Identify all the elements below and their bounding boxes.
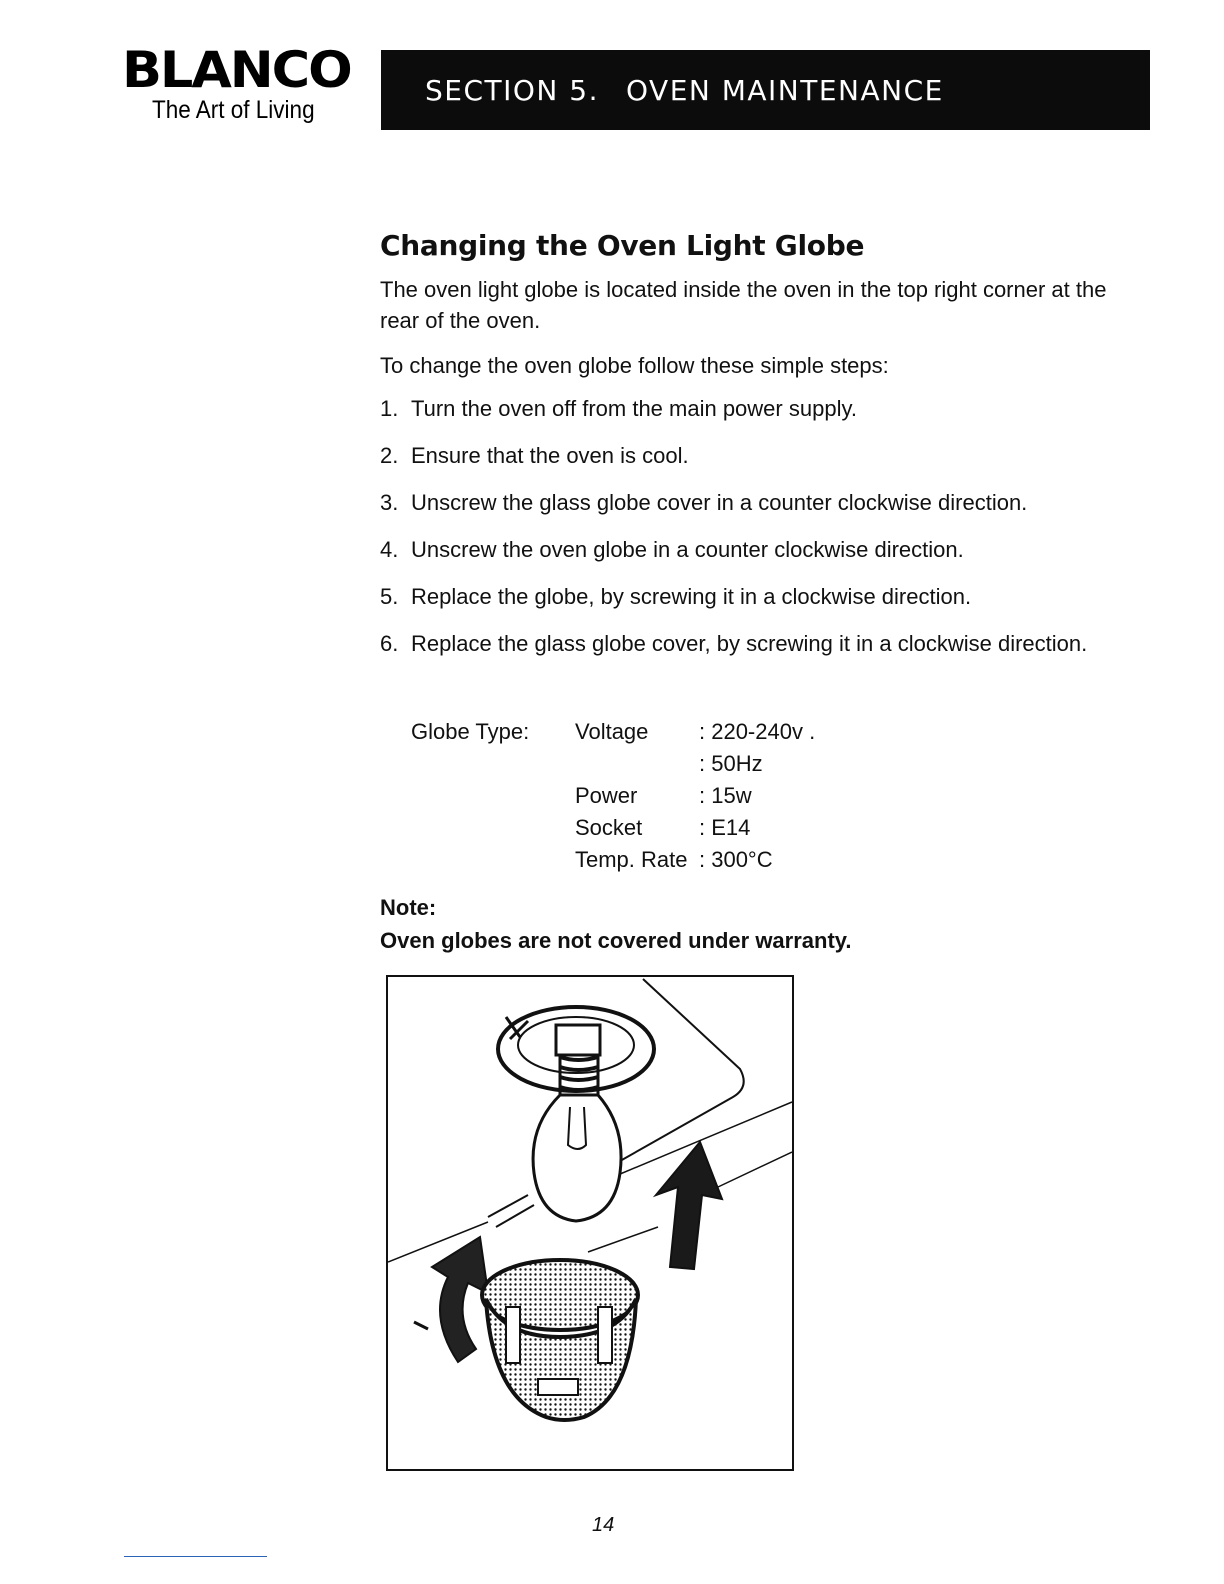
step-number: 5. [380,584,399,609]
spec-value: : E14 [699,815,751,840]
step-item [380,534,1140,565]
step-item [380,628,1140,659]
spec-row [575,748,763,780]
brand-tagline: The Art of Living [152,96,315,124]
bulb-motion-marks [488,1195,534,1227]
warranty-note [380,891,852,957]
globe-cover-slot [538,1379,578,1395]
step-number: 6. [380,631,399,656]
brand-name: BLANCO [122,41,351,99]
step-number: 1. [380,396,399,421]
spec-value: : 300°C [699,847,773,872]
globe-cover-slot [506,1307,520,1363]
oven-panel-edge [718,1152,792,1187]
oven-panel-edge [588,1227,658,1252]
globe-cover-slot [598,1307,612,1363]
step-text: Ensure that the oven is cool. [411,443,689,468]
step-text: Turn the oven off from the main power supply. [411,396,857,421]
rotate-arrow [432,1237,488,1362]
spec-row [575,780,752,812]
section-number: SECTION 5. [425,74,599,107]
section-header-bar [381,50,1150,130]
globe-type-label: Globe Type: [411,719,530,744]
oven-globe-illustration [386,975,794,1471]
intro-paragraph: The oven light globe is located inside the oven in the top right corner at the rear of the oven. [380,277,1107,333]
step-text: Replace the globe, by screwing it in a clockwise direction. [411,584,972,609]
page-title: Changing the Oven Light Globe [380,229,865,262]
step-text: Unscrew the oven globe in a counter clockwise direction. [411,537,964,562]
step-number: 2. [380,443,399,468]
spec-key: Voltage [575,719,649,744]
spec-value: : 220-240v . [699,719,816,744]
spec-value: : 50Hz [699,751,763,776]
step-item [380,393,1140,424]
brand-logo [122,41,362,124]
spec-key: Power [575,783,638,808]
step-number: 4. [380,537,399,562]
main-content [380,224,1140,675]
note-label: Note: [380,895,437,920]
page-number: 14 [592,1514,615,1536]
steps-list [380,393,1140,659]
spec-row [575,844,773,876]
note-text: Oven globes are not covered under warranty. [380,928,852,953]
globe-replacement-diagram [388,977,792,1469]
lamp-socket [556,1025,600,1055]
spec-key: Socket [575,815,643,840]
light-bulb [533,1095,621,1221]
up-arrow [656,1142,722,1269]
motion-dash [414,1322,428,1329]
step-number: 3. [380,490,399,515]
footer-rule [124,1556,267,1557]
spec-value: : 15w [699,783,752,808]
spec-row [575,716,815,748]
step-text: Unscrew the glass globe cover in a counter clockwise direction. [411,490,1028,515]
steps-intro: To change the oven globe follow these simple steps: [380,353,889,378]
step-item [380,440,1140,471]
step-item [380,487,1140,518]
step-text: Replace the glass globe cover, by screwing it in a clockwise direction. [411,631,1088,656]
step-item [380,581,1140,612]
section-title: OVEN MAINTENANCE [626,74,944,107]
spec-key: Temp. Rate [575,847,688,872]
spec-row [575,812,750,844]
